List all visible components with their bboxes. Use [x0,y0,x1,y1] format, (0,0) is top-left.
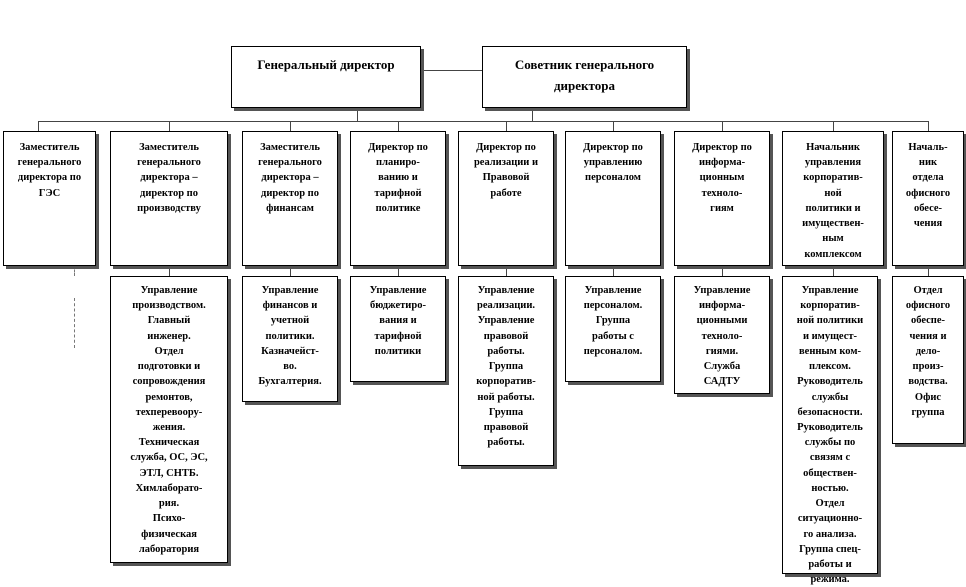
unit-connector [833,266,834,276]
connector-director-bus [357,108,358,122]
deputy-finance-box: Заместитель генерального директора – директор по финансам [242,131,338,266]
drop-line [290,121,291,131]
director-it-box: Директор по информа- ционным техноло- гиям [674,131,770,266]
unit-connector [722,266,723,276]
unit-connector [928,266,929,276]
unit-connector [290,266,291,276]
unit-it: Управление информа- ционными техноло- гиями. Служба САДТУ [674,276,770,394]
drop-line [398,121,399,131]
unit-budgeting: Управление бюджетиро- вания и тарифной политики [350,276,446,382]
unit-production: Управление производством. Главный инженер. Отдел подготовки и сопровождения ремонтов, техперевоору- жения. Техническая служба, ОС, ЭС, ЭТЛ, СНТБ. Химлаборато- рия. Психо- физическая лаборатория [110,276,228,563]
director-hr-box: Директор по управлению персоналом [565,131,661,266]
unit-office-support: Отдел офисного обеспе- чения и дело- произ- водства. Офис группа [892,276,964,444]
head-corporate-policy-box: Начальник управления корпоратив- ной политики и имуществен- ным комплексом [782,131,884,266]
unit-connector [613,266,614,276]
drop-line [613,121,614,131]
deputy-ges-box: Заместитель генерального директора по ГЭС [3,131,96,266]
drop-line [38,121,39,131]
advisor-box: Советник генерального директора [482,46,687,108]
unit-finance: Управление финансов и учетной политики. Казначейст- во. Бухгалтерия. [242,276,338,402]
unit-connector [506,266,507,276]
general-director-box: Генеральный директор [231,46,421,108]
unit-sales-legal: Управление реализации. Управление правовой работы. Группа корпоратив- ной работы. Группа правовой работы. [458,276,554,466]
unit-corporate-policy: Управление корпоратив- ной политики и имущест- венным ком- плексом. Руководитель службы безопасности. Руководитель службы по связям с обществен- ностью. Отдел ситуационно- го анализа. Группа спец- работы и режима. [782,276,878,574]
drop-line [506,121,507,131]
dashed-mark [74,298,75,348]
drop-line [169,121,170,131]
drop-line [833,121,834,131]
deputy-production-box: Заместитель генерального директора – директор по производству [110,131,228,266]
dashed-mark [74,266,75,276]
unit-hr: Управление персоналом. Группа работы с персоналом. [565,276,661,382]
director-sales-legal-box: Директор по реализации и Правовой работе [458,131,554,266]
unit-connector [169,266,170,276]
horizontal-bus [38,121,928,122]
drop-line [928,121,929,131]
drop-line [722,121,723,131]
director-planning-box: Директор по планиро- ванию и тарифной политике [350,131,446,266]
head-office-support-box: Началь- ник отдела офисного обесе- чения [892,131,964,266]
unit-connector [398,266,399,276]
